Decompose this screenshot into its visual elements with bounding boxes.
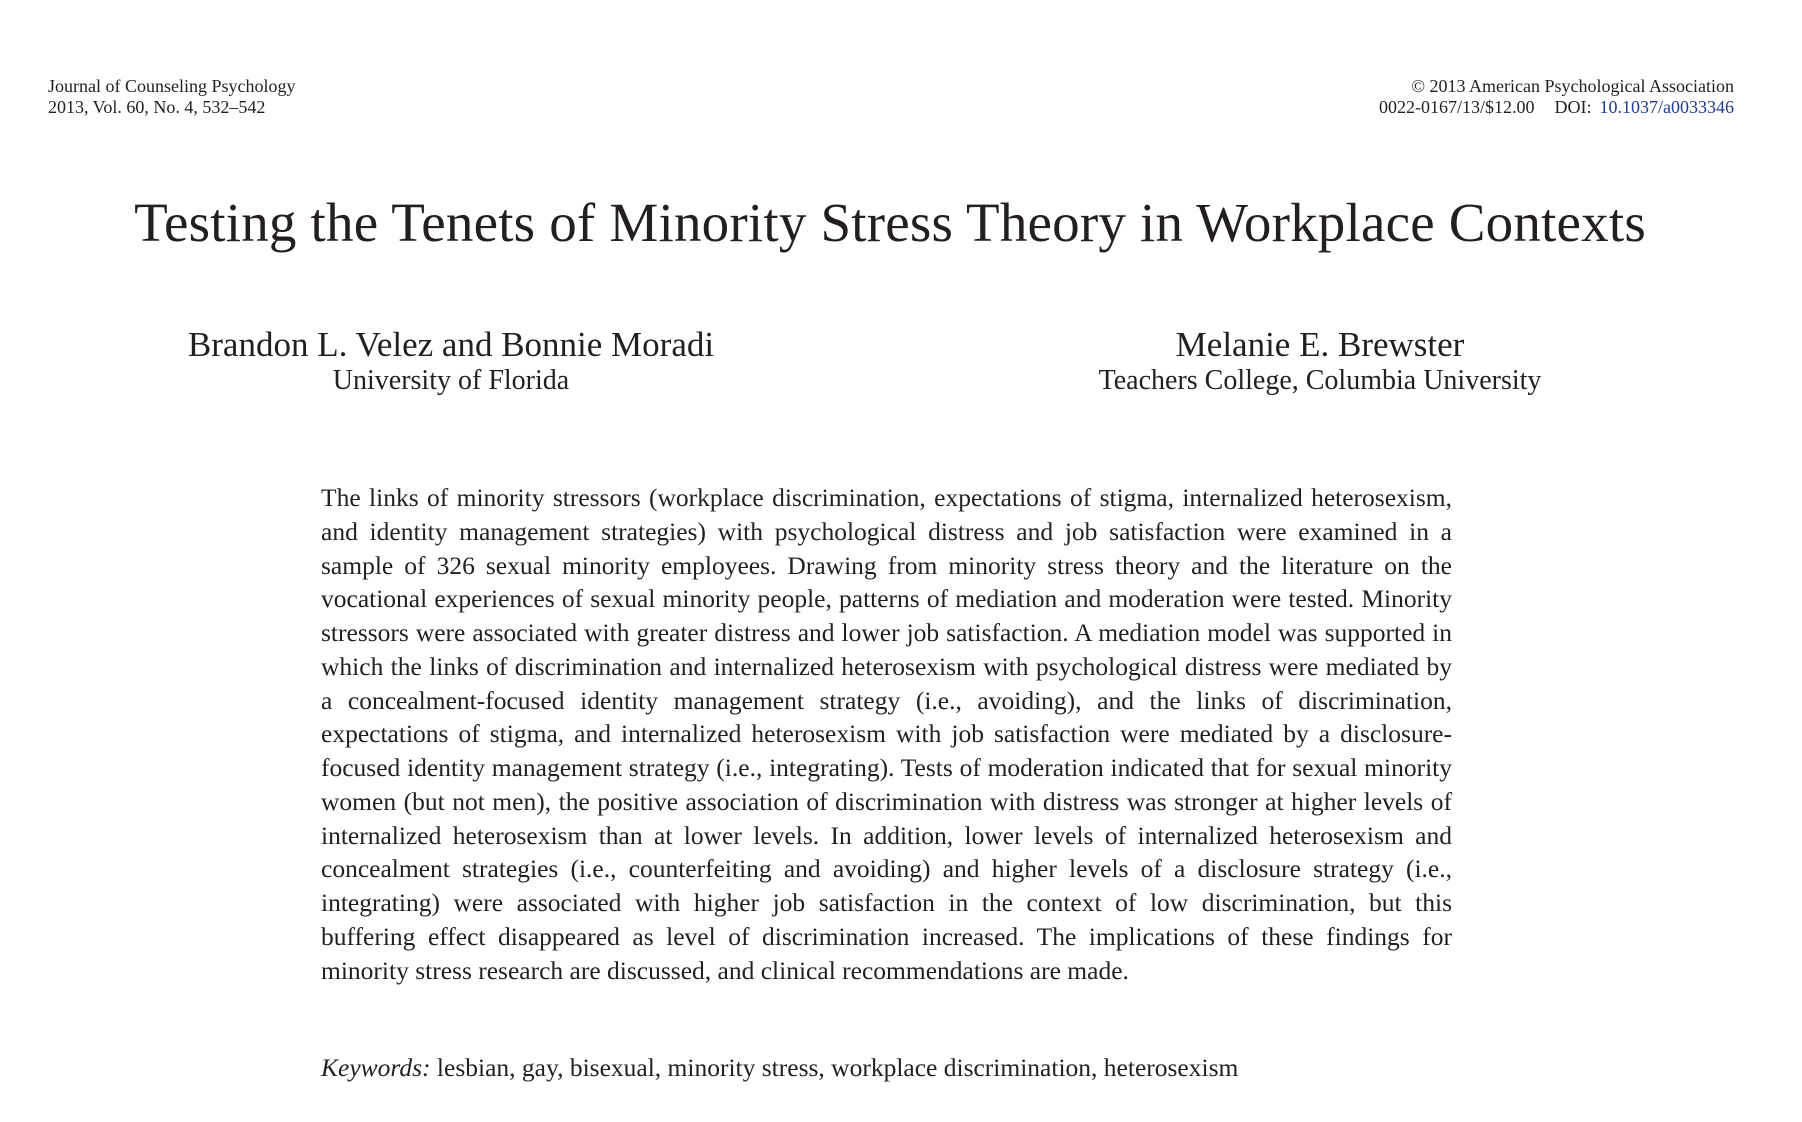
author-group-1 [162,325,740,397]
abstract: The links of minority stressors (workplace discrimination, expectations of stigma, internalized heterosexism, and identity management strategies) with psychological distress and job satisfaction were examined in a sample of 326 sexual minority employees. Drawing from minority stress theory and the literature on the vocational experiences of sexual minority people, patterns of mediation and moderation were tested. Minority stressors were associated with greater distress and lower job satisfaction. A mediation model was supported in which the links of discrimination and internalized heterosexism with psychological distress were mediated by a concealment-focused identity management strategy (i.e., avoiding), and the links of discrimination, expectations of stigma, and internalized heterosexism with job satisfaction were mediated by a disclosure-focused identity management strategy (i.e., integrating). Tests of moderation indicated that for sexual minority women (but not men), the positive association of discrimination with distress was stronger at higher levels of internalized heterosexism than at lower levels. In addition, lower levels of internalized heterosexism and concealment strategies (i.e., counterfeiting and avoiding) and higher levels of a disclosure strategy (i.e., integrating) were associated with higher job satisfaction in the context of low discrimination, but this buffering effect disappeared as level of discrimination increased. The implications of these findings for minority stress research are discussed, and clinical recommendations are made. [321,483,1452,985]
author-names: Melanie E. Brewster [1175,325,1465,364]
issn-doi-line [1379,97,1734,118]
author-affiliation: University of Florida [332,365,570,396]
issn-price: 0022-0167/13/$12.00 [1379,97,1535,117]
journal-citation: 2013, Vol. 60, No. 4, 532–542 [48,97,266,117]
journal-info [48,76,296,118]
author-group-2 [1060,325,1580,397]
doi-label: DOI: [1554,97,1592,117]
keywords-label: Keywords: [321,1053,431,1082]
doi-link[interactable]: 10.1037/a0033346 [1599,97,1734,117]
publisher-info [1379,76,1734,118]
journal-name: Journal of Counseling Psychology [48,76,296,96]
article-title: Testing the Tenets of Minority Stress Theory in Workplace Contexts [134,192,1646,253]
keywords-list: lesbian, gay, bisexual, minority stress, workplace discrimination, heterosexism [436,1053,1239,1082]
author-names: Brandon L. Velez and Bonnie Moradi [187,325,715,364]
author-affiliation: Teachers College, Columbia University [1098,365,1542,396]
keywords [321,1051,1452,1085]
copyright-notice: © 2013 American Psychological Association [1411,76,1734,96]
